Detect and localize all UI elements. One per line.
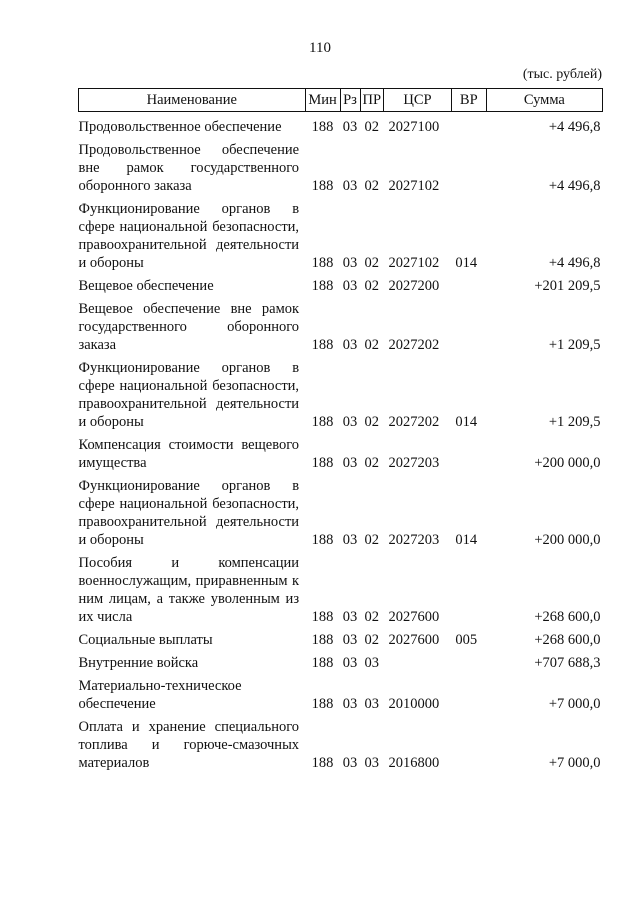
row-name: Вещевое обеспечение вне рамок государственного оборонного заказа <box>78 301 300 353</box>
row-min: 188 <box>311 532 334 548</box>
row-rz: 03 <box>342 609 358 625</box>
row-name: Пособия и компенсации военнослужащим, приравненным к ним лицам, а также уволенным из их числа <box>78 555 300 625</box>
row-vr <box>451 672 486 713</box>
table-row <box>79 549 603 626</box>
row-name: Продовольственное обеспечение вне рамок государственного оборонного заказа <box>78 142 300 194</box>
table-header <box>79 89 603 112</box>
row-pr: 02 <box>364 337 380 353</box>
row-csr: 2027600 <box>388 609 440 625</box>
row-min: 188 <box>311 255 334 271</box>
row-csr: 2027200 <box>388 278 440 294</box>
row-sum: +4 496,8 <box>548 255 601 271</box>
row-vr <box>451 431 486 472</box>
row-name: Функционирование органов в сфере национальной безопасности, правоохранительной деятельности и обороны <box>78 478 300 548</box>
row-min: 188 <box>311 755 334 771</box>
row-csr: 2016800 <box>388 755 440 771</box>
row-rz: 03 <box>342 278 358 294</box>
row-min: 188 <box>311 632 334 648</box>
row-sum: +268 600,0 <box>534 609 601 625</box>
row-name: Функционирование органов в сфере национальной безопасности, правоохранительной деятельности и обороны <box>78 201 300 271</box>
row-rz: 03 <box>342 532 358 548</box>
row-csr: 2027600 <box>388 632 440 648</box>
row-rz: 03 <box>342 414 358 430</box>
row-min: 188 <box>311 119 334 135</box>
row-name: Материально-техническое обеспечение <box>78 678 242 712</box>
row-vr <box>451 295 486 354</box>
row-min: 188 <box>311 455 334 471</box>
row-pr: 02 <box>364 255 380 271</box>
row-sum: +201 209,5 <box>534 278 601 294</box>
row-name: Социальные выплаты <box>78 632 213 648</box>
row-csr: 2027202 <box>388 337 440 353</box>
row-csr: 2027203 <box>388 532 440 548</box>
header-vr: ВР <box>451 89 486 112</box>
table-row <box>79 431 603 472</box>
row-rz: 03 <box>342 119 358 135</box>
row-rz: 03 <box>342 755 358 771</box>
row-csr: 2010000 <box>388 696 440 712</box>
row-csr: 2027202 <box>388 414 440 430</box>
header-pr: ПР <box>360 89 384 112</box>
row-rz: 03 <box>342 632 358 648</box>
table-row <box>79 354 603 431</box>
table-row <box>79 295 603 354</box>
header-sum: Сумма <box>486 89 602 112</box>
row-rz: 03 <box>342 337 358 353</box>
table-row <box>79 136 603 195</box>
row-pr: 02 <box>364 455 380 471</box>
row-vr: 014 <box>455 414 478 430</box>
row-rz: 03 <box>342 455 358 471</box>
row-sum: +268 600,0 <box>534 632 601 648</box>
row-pr: 02 <box>364 119 380 135</box>
row-pr: 03 <box>364 755 380 771</box>
row-csr: 2027203 <box>388 455 440 471</box>
header-min: Мин <box>305 89 340 112</box>
row-sum: +1 209,5 <box>548 414 601 430</box>
row-name: Компенсация стоимости вещевого имущества <box>78 437 300 471</box>
page-number: 110 <box>309 40 331 56</box>
row-vr <box>451 272 486 295</box>
table-row <box>79 713 603 772</box>
row-min: 188 <box>311 655 334 671</box>
row-vr <box>451 549 486 626</box>
row-min: 188 <box>311 278 334 294</box>
row-sum: +200 000,0 <box>534 532 601 548</box>
row-name: Оплата и хранение специального топлива и горюче-смазочных материалов <box>78 719 300 771</box>
row-pr: 02 <box>364 414 380 430</box>
row-vr: 014 <box>455 532 478 548</box>
row-csr: 2027102 <box>388 178 440 194</box>
row-rz: 03 <box>342 178 358 194</box>
table-row <box>79 472 603 549</box>
row-rz: 03 <box>342 696 358 712</box>
header-rz: Рз <box>340 89 360 112</box>
row-min: 188 <box>311 178 334 194</box>
row-sum: +707 688,3 <box>534 655 601 671</box>
row-min: 188 <box>311 696 334 712</box>
row-pr: 02 <box>364 632 380 648</box>
row-name: Внутренние войска <box>78 655 199 671</box>
row-name: Вещевое обеспечение <box>78 278 214 294</box>
row-pr: 02 <box>364 532 380 548</box>
row-sum: +1 209,5 <box>548 337 601 353</box>
row-min: 188 <box>311 609 334 625</box>
row-vr: 005 <box>455 632 478 648</box>
units-label: (тыс. рублей) <box>522 67 602 82</box>
row-pr: 02 <box>364 278 380 294</box>
table-row <box>79 626 603 649</box>
row-name: Функционирование органов в сфере национальной безопасности, правоохранительной деятельности и обороны <box>78 360 300 430</box>
row-sum: +7 000,0 <box>548 696 601 712</box>
row-min: 188 <box>311 414 334 430</box>
header-csr: ЦСР <box>384 89 452 112</box>
table-row <box>79 272 603 295</box>
row-csr: 2027102 <box>388 255 440 271</box>
row-rz: 03 <box>342 655 358 671</box>
row-pr: 03 <box>364 655 380 671</box>
row-sum: +7 000,0 <box>548 755 601 771</box>
row-min: 188 <box>311 337 334 353</box>
row-csr: 2027100 <box>388 119 440 135</box>
row-sum: +4 496,8 <box>548 119 601 135</box>
row-pr: 03 <box>364 696 380 712</box>
row-vr <box>451 649 486 672</box>
table-row <box>79 672 603 713</box>
row-vr: 014 <box>455 255 478 271</box>
table-row <box>79 195 603 272</box>
row-rz: 03 <box>342 255 358 271</box>
row-pr: 02 <box>364 178 380 194</box>
row-name: Продовольственное обеспечение <box>78 119 282 135</box>
row-vr <box>451 112 486 137</box>
table-row <box>79 649 603 672</box>
row-sum: +200 000,0 <box>534 455 601 471</box>
budget-table <box>78 88 603 772</box>
row-vr <box>451 713 486 772</box>
row-sum: +4 496,8 <box>548 178 601 194</box>
row-csr <box>384 649 452 672</box>
table-row <box>79 112 603 137</box>
row-vr <box>451 136 486 195</box>
header-name: Наименование <box>79 89 306 112</box>
row-pr: 02 <box>364 609 380 625</box>
